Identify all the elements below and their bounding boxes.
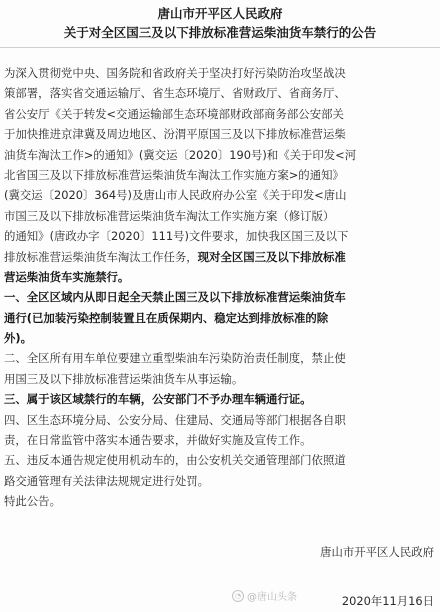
clause-one-cont: 外)。	[4, 331, 32, 346]
document-body	[4, 63, 436, 512]
body-line: 油货车淘汰工作>的通知》(冀交运〔2020〕190号)和《关于印发<河	[4, 147, 357, 162]
body-line: 北省国三及以下排放标准营运柴油货车淘汰工作实施方案>的通知》	[4, 167, 344, 182]
body-line: 省公安厅《关于转发<交通运输部生态环境部财政部商务部公安部关	[4, 106, 344, 121]
document-header	[0, 4, 440, 42]
clause-five: 五、违反本通告规定使用机动车的，由公安机关交通管理部门依照道	[4, 453, 346, 468]
body-line: 策部署，落实省交通运输厅、省生态环境厅、省财政厅、省商务厅、	[4, 86, 346, 101]
closing-line: 特此公告。	[4, 494, 61, 509]
body-line-bold: 营运柴油货车实施禁行。	[4, 269, 130, 284]
clause-one-cont: 通行(已加装污染控制装置且在质保期内、稳定达到排放标准的除	[4, 310, 329, 325]
header-divider	[0, 47, 440, 48]
watermark-text: @唐山头条	[247, 592, 297, 603]
clause-two: 二、全区所有用车单位要建立重型柴油车污染防治责任制度，禁止使	[4, 351, 346, 366]
body-line: 为深入贯彻党中央、国务院和省政府关于坚决打好污染防治攻坚战决	[4, 66, 346, 80]
announcement-emphasis: 现对全区国三及以下排放标准	[197, 249, 346, 264]
weibo-icon: ◔	[232, 590, 244, 602]
signature: 唐山市开平区人民政府	[320, 545, 434, 559]
body-line: (冀交运〔2020〕364号)及唐山市人民政府办公室《关于印发<唐山	[4, 188, 347, 203]
clause-five-cont: 路交通管理有关法律法规规定进行处罚。	[4, 473, 210, 488]
body-line: 市国三及以下排放标准营运柴油货车淘汰工作实施方案（修订版）	[4, 208, 335, 223]
clause-one: 一、全区区域内从即日起全天禁止国三及以下排放标准营运柴油货车	[4, 290, 346, 305]
clause-two-cont: 用国三及以下排放标准营运柴油货车从事运输。	[4, 371, 244, 386]
body-line-mixed	[4, 247, 436, 267]
clause-four: 四、区生态环境分局、公安分局、住建局、交通局等部门根据各自职	[4, 412, 346, 427]
body-line-text: 排放标准营运柴油货车淘汰工作任务，	[4, 249, 198, 264]
clause-three: 三、属于该区域禁行的车辆，公安部门不予办理车辆通行证。	[4, 392, 312, 407]
issuing-org: 唐山市开平区人民政府	[157, 6, 283, 21]
clause-four-cont: 责，在日常监管中落实本通告要求，并做好实施及宣传工作。	[4, 433, 312, 448]
document-title: 关于对全区国三及以下排放标准营运柴油货车禁行的公告	[63, 25, 377, 40]
document-date: 2020年11月16日	[341, 594, 434, 608]
body-line: 于加快推进京津冀及周边地区、汾渭平原国三及以下排放标准营运柴	[4, 127, 346, 142]
body-line: 的通知》(唐政办字〔2020〕111号)文件要求，加快我区国三及以下	[4, 229, 349, 244]
